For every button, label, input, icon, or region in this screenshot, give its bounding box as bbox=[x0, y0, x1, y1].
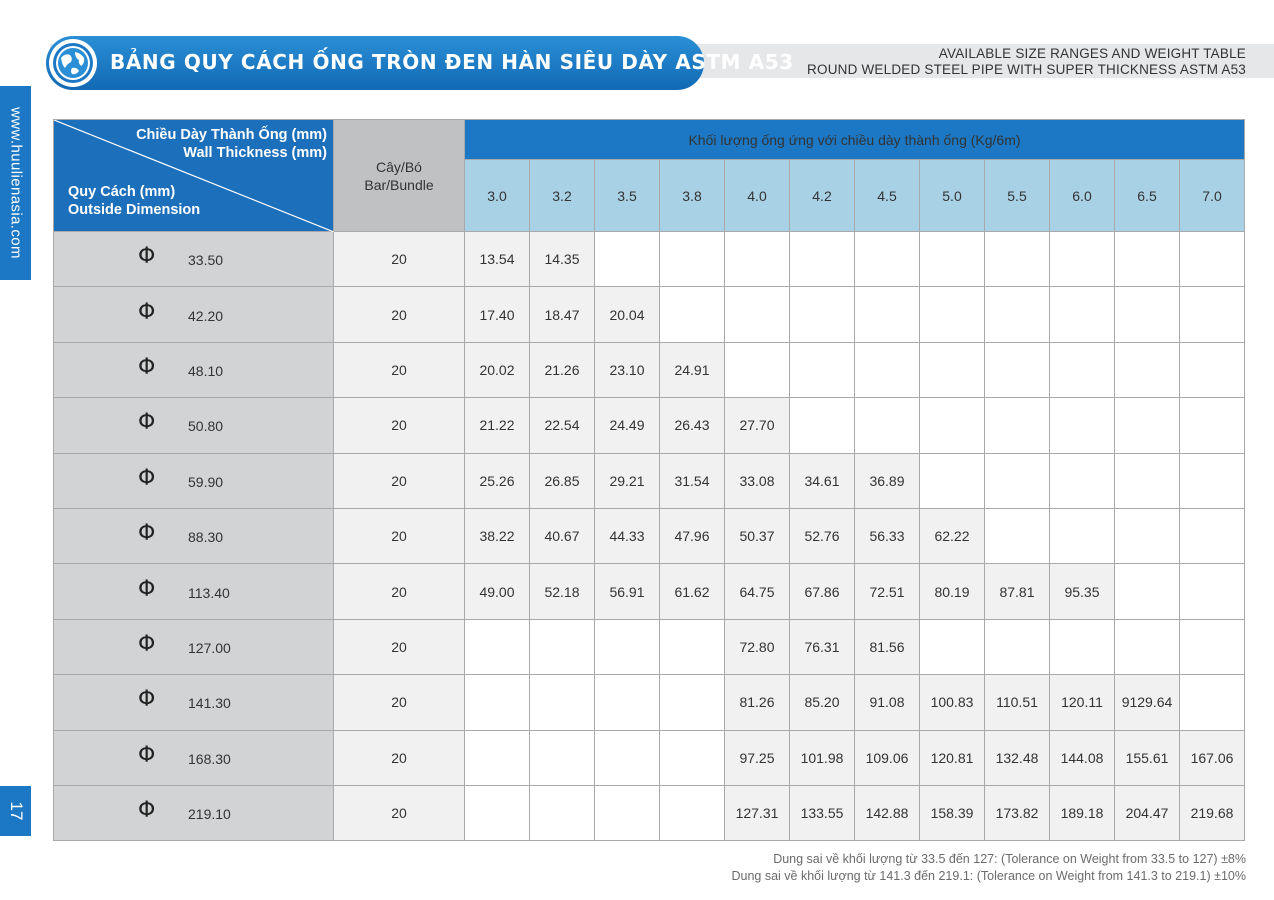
outside-dimension-cell bbox=[54, 619, 334, 674]
weight-cell: 155.61 bbox=[1115, 730, 1180, 785]
weight-cell: 189.18 bbox=[1050, 785, 1115, 840]
table-row bbox=[54, 342, 1245, 397]
weight-cell bbox=[1115, 398, 1180, 453]
weight-cell: 56.91 bbox=[595, 564, 660, 619]
weight-cell: 34.61 bbox=[790, 453, 855, 508]
weight-cell bbox=[1180, 287, 1245, 342]
weight-cell bbox=[1050, 453, 1115, 508]
weight-cell: 110.51 bbox=[985, 675, 1050, 730]
tolerance-note-2: Dung sai về khối lượng từ 141.3 đến 219.1: (Tolerance on Weight from 141.3 to 219.1) ±10% bbox=[731, 869, 1246, 883]
weight-cell: 27.70 bbox=[725, 398, 790, 453]
outside-dimension-value: 141.30 bbox=[188, 695, 231, 712]
diameter-symbol-icon: Φ bbox=[138, 631, 156, 657]
weight-cell: 81.56 bbox=[855, 619, 920, 674]
weight-cell: 50.37 bbox=[725, 508, 790, 563]
weight-cell: 40.67 bbox=[530, 508, 595, 563]
weight-cell bbox=[855, 342, 920, 397]
diameter-symbol-icon: Φ bbox=[138, 521, 156, 547]
weight-cell bbox=[985, 619, 1050, 674]
weight-cell bbox=[920, 342, 985, 397]
outside-dimension-label bbox=[68, 183, 200, 219]
weight-cell bbox=[1180, 232, 1245, 287]
bundle-cell: 20 bbox=[334, 453, 465, 508]
weight-cell bbox=[855, 398, 920, 453]
weight-cell: 158.39 bbox=[920, 785, 985, 840]
diameter-symbol-icon: Φ bbox=[138, 742, 156, 768]
diameter-symbol-icon: Φ bbox=[138, 244, 156, 270]
weight-cell: 56.33 bbox=[855, 508, 920, 563]
outside-dimension-value: 48.10 bbox=[188, 362, 224, 379]
table-row bbox=[54, 564, 1245, 619]
weight-cell: 38.22 bbox=[465, 508, 530, 563]
weight-cell: 26.85 bbox=[530, 453, 595, 508]
diameter-symbol-icon: Φ bbox=[138, 798, 156, 824]
corner-header bbox=[54, 120, 334, 232]
weight-cell bbox=[1180, 508, 1245, 563]
weight-cell bbox=[790, 342, 855, 397]
outside-dimension-label-en: Outside Dimension bbox=[68, 202, 201, 218]
weight-cell: 204.47 bbox=[1115, 785, 1180, 840]
weight-cell bbox=[660, 619, 725, 674]
weight-cell bbox=[1180, 342, 1245, 397]
outside-dimension-value: 59.90 bbox=[188, 473, 224, 490]
bundle-cell: 20 bbox=[334, 675, 465, 730]
weight-cell bbox=[985, 398, 1050, 453]
tolerance-notes bbox=[731, 851, 1246, 885]
title-banner bbox=[46, 36, 794, 90]
weight-cell bbox=[1115, 619, 1180, 674]
english-title-line-1: AVAILABLE SIZE RANGES AND WEIGHT TABLE bbox=[938, 46, 1246, 61]
weight-cell: 167.06 bbox=[1180, 730, 1245, 785]
weight-cell bbox=[1115, 564, 1180, 619]
outside-dimension-cell bbox=[54, 675, 334, 730]
bundle-cell: 20 bbox=[334, 730, 465, 785]
outside-dimension-value: 88.30 bbox=[188, 528, 224, 545]
outside-dimension-cell bbox=[54, 785, 334, 840]
weight-cell: 120.81 bbox=[920, 730, 985, 785]
bundle-header-en: Bar/Bundle bbox=[364, 176, 434, 193]
weight-cell bbox=[920, 232, 985, 287]
weight-cell bbox=[660, 730, 725, 785]
thickness-header: 6.0 bbox=[1050, 160, 1115, 232]
weight-cell bbox=[1050, 287, 1115, 342]
weight-cell: 144.08 bbox=[1050, 730, 1115, 785]
weight-cell bbox=[465, 730, 530, 785]
weight-cell: 120.11 bbox=[1050, 675, 1115, 730]
page-title: BẢNG QUY CÁCH ỐNG TRÒN ĐEN HÀN SIÊU DÀY ASTM A53 bbox=[110, 50, 794, 74]
weight-cell: 85.20 bbox=[790, 675, 855, 730]
outside-dimension-cell bbox=[54, 287, 334, 342]
weight-cell: 81.26 bbox=[725, 675, 790, 730]
website-url: www.huulienasia.com bbox=[7, 107, 24, 259]
weight-cell bbox=[1180, 398, 1245, 453]
weight-cell bbox=[985, 342, 1050, 397]
table-row bbox=[54, 287, 1245, 342]
weight-cell bbox=[1180, 453, 1245, 508]
weight-cell bbox=[1180, 619, 1245, 674]
weight-cell: 72.80 bbox=[725, 619, 790, 674]
weight-cell bbox=[790, 287, 855, 342]
outside-dimension-cell bbox=[54, 398, 334, 453]
table-row bbox=[54, 398, 1245, 453]
outside-dimension-cell bbox=[54, 564, 334, 619]
weight-cell bbox=[1115, 232, 1180, 287]
weight-cell bbox=[920, 398, 985, 453]
bundle-cell: 20 bbox=[334, 508, 465, 563]
weight-cell: 23.10 bbox=[595, 342, 660, 397]
weight-cell bbox=[595, 619, 660, 674]
globe-logo-icon bbox=[49, 39, 97, 87]
bundle-cell: 20 bbox=[334, 287, 465, 342]
table-row bbox=[54, 453, 1245, 508]
thickness-header: 4.5 bbox=[855, 160, 920, 232]
weight-cell: 47.96 bbox=[660, 508, 725, 563]
weight-cell bbox=[530, 730, 595, 785]
weight-cell: 9129.64 bbox=[1115, 675, 1180, 730]
weight-cell bbox=[465, 785, 530, 840]
weight-cell bbox=[1180, 564, 1245, 619]
weight-cell: 72.51 bbox=[855, 564, 920, 619]
thickness-header: 3.5 bbox=[595, 160, 660, 232]
weight-cell: 100.83 bbox=[920, 675, 985, 730]
weight-cell: 76.31 bbox=[790, 619, 855, 674]
weight-cell bbox=[595, 232, 660, 287]
weight-cell: 17.40 bbox=[465, 287, 530, 342]
outside-dimension-value: 127.00 bbox=[188, 639, 231, 656]
weight-cell bbox=[1180, 675, 1245, 730]
weight-cell: 61.62 bbox=[660, 564, 725, 619]
weight-cell: 20.04 bbox=[595, 287, 660, 342]
english-title bbox=[807, 46, 1246, 78]
bundle-cell: 20 bbox=[334, 342, 465, 397]
wall-thickness-label bbox=[136, 126, 327, 162]
weight-cell: 31.54 bbox=[660, 453, 725, 508]
weight-cell bbox=[595, 675, 660, 730]
page-number-tab bbox=[0, 786, 31, 836]
table-row bbox=[54, 730, 1245, 785]
outside-dimension-value: 113.40 bbox=[188, 584, 230, 601]
weight-cell bbox=[920, 619, 985, 674]
bundle-cell: 20 bbox=[334, 785, 465, 840]
weight-cell bbox=[725, 232, 790, 287]
weight-cell bbox=[1115, 342, 1180, 397]
weight-cell bbox=[1050, 508, 1115, 563]
weight-cell: 127.31 bbox=[725, 785, 790, 840]
weight-cell bbox=[660, 785, 725, 840]
bundle-cell: 20 bbox=[334, 232, 465, 287]
thickness-header: 3.2 bbox=[530, 160, 595, 232]
tolerance-note-1: Dung sai về khối lượng từ 33.5 đến 127: (Tolerance on Weight from 33.5 to 127) ±8% bbox=[773, 852, 1246, 866]
weight-cell: 142.88 bbox=[855, 785, 920, 840]
weight-cell bbox=[985, 232, 1050, 287]
english-title-line-2: ROUND WELDED STEEL PIPE WITH SUPER THICKNESS ASTM A53 bbox=[807, 62, 1246, 77]
table-row bbox=[54, 675, 1245, 730]
weight-cell: 52.76 bbox=[790, 508, 855, 563]
table-row bbox=[54, 508, 1245, 563]
weight-cell: 18.47 bbox=[530, 287, 595, 342]
bundle-header bbox=[334, 120, 465, 232]
weight-cell bbox=[660, 232, 725, 287]
weight-cell bbox=[530, 785, 595, 840]
weight-cell: 109.06 bbox=[855, 730, 920, 785]
outside-dimension-value: 42.20 bbox=[188, 307, 224, 324]
spec-table bbox=[53, 119, 1245, 841]
weight-cell bbox=[725, 287, 790, 342]
weight-cell: 173.82 bbox=[985, 785, 1050, 840]
outside-dimension-cell bbox=[54, 453, 334, 508]
weight-cell bbox=[1050, 342, 1115, 397]
weight-cell: 49.00 bbox=[465, 564, 530, 619]
outside-dimension-cell bbox=[54, 508, 334, 563]
weight-cell bbox=[985, 453, 1050, 508]
diameter-symbol-icon: Φ bbox=[138, 465, 156, 491]
weight-cell bbox=[1050, 232, 1115, 287]
weight-cell bbox=[465, 619, 530, 674]
weight-cell bbox=[595, 785, 660, 840]
outside-dimension-label-vi: Quy Cách (mm) bbox=[68, 184, 176, 200]
outside-dimension-value: 168.30 bbox=[188, 750, 231, 767]
weight-cell bbox=[725, 342, 790, 397]
weight-cell bbox=[1050, 619, 1115, 674]
outside-dimension-cell bbox=[54, 342, 334, 397]
weight-cell bbox=[1050, 398, 1115, 453]
weight-cell bbox=[985, 287, 1050, 342]
weight-cell bbox=[530, 675, 595, 730]
weight-cell bbox=[660, 287, 725, 342]
weight-cell: 21.22 bbox=[465, 398, 530, 453]
weight-cell bbox=[1115, 508, 1180, 563]
weight-cell: 26.43 bbox=[660, 398, 725, 453]
weight-cell: 132.48 bbox=[985, 730, 1050, 785]
table-row bbox=[54, 232, 1245, 287]
weight-cell: 64.75 bbox=[725, 564, 790, 619]
weight-cell: 52.18 bbox=[530, 564, 595, 619]
bundle-cell: 20 bbox=[334, 564, 465, 619]
weight-cell: 33.08 bbox=[725, 453, 790, 508]
bundle-cell: 20 bbox=[334, 398, 465, 453]
weight-cell bbox=[855, 287, 920, 342]
thickness-header: 7.0 bbox=[1180, 160, 1245, 232]
spec-table-body bbox=[54, 232, 1245, 841]
bundle-cell: 20 bbox=[334, 619, 465, 674]
weight-cell: 24.91 bbox=[660, 342, 725, 397]
weight-cell bbox=[790, 398, 855, 453]
outside-dimension-value: 33.50 bbox=[188, 251, 224, 268]
outside-dimension-cell bbox=[54, 232, 334, 287]
weight-cell: 101.98 bbox=[790, 730, 855, 785]
weight-cell bbox=[595, 730, 660, 785]
weight-cell bbox=[790, 232, 855, 287]
weight-cell: 87.81 bbox=[985, 564, 1050, 619]
thickness-header: 6.5 bbox=[1115, 160, 1180, 232]
outside-dimension-cell bbox=[54, 730, 334, 785]
wall-thickness-label-vi: Chiều Dày Thành Ống (mm) bbox=[136, 127, 327, 143]
weight-header: Khối lượng ống ứng với chiều dày thành ống (Kg/6m) bbox=[465, 120, 1245, 160]
diameter-symbol-icon: Φ bbox=[138, 410, 156, 436]
weight-cell: 29.21 bbox=[595, 453, 660, 508]
weight-cell bbox=[855, 232, 920, 287]
weight-cell: 91.08 bbox=[855, 675, 920, 730]
table-row bbox=[54, 785, 1245, 840]
weight-cell: 133.55 bbox=[790, 785, 855, 840]
wall-thickness-label-en: Wall Thickness (mm) bbox=[183, 145, 327, 161]
weight-cell: 80.19 bbox=[920, 564, 985, 619]
diameter-symbol-icon: Φ bbox=[138, 299, 156, 325]
weight-cell: 67.86 bbox=[790, 564, 855, 619]
outside-dimension-value: 50.80 bbox=[188, 418, 224, 435]
weight-cell: 25.26 bbox=[465, 453, 530, 508]
weight-cell: 36.89 bbox=[855, 453, 920, 508]
weight-cell: 219.68 bbox=[1180, 785, 1245, 840]
thickness-header: 4.2 bbox=[790, 160, 855, 232]
outside-dimension-value: 219.10 bbox=[188, 805, 231, 822]
weight-cell: 95.35 bbox=[1050, 564, 1115, 619]
weight-cell bbox=[920, 453, 985, 508]
weight-cell bbox=[1115, 453, 1180, 508]
website-side-tab bbox=[0, 86, 31, 280]
thickness-header: 3.8 bbox=[660, 160, 725, 232]
weight-cell: 62.22 bbox=[920, 508, 985, 563]
weight-cell bbox=[985, 508, 1050, 563]
weight-cell: 44.33 bbox=[595, 508, 660, 563]
weight-cell bbox=[920, 287, 985, 342]
table-row bbox=[54, 619, 1245, 674]
weight-cell bbox=[660, 675, 725, 730]
bundle-header-vi: Cây/Bó bbox=[376, 158, 422, 175]
thickness-header: 4.0 bbox=[725, 160, 790, 232]
diameter-symbol-icon: Φ bbox=[138, 687, 156, 713]
weight-cell: 97.25 bbox=[725, 730, 790, 785]
weight-cell: 24.49 bbox=[595, 398, 660, 453]
thickness-header: 5.5 bbox=[985, 160, 1050, 232]
weight-cell bbox=[465, 675, 530, 730]
weight-cell: 22.54 bbox=[530, 398, 595, 453]
weight-cell bbox=[1115, 287, 1180, 342]
diameter-symbol-icon: Φ bbox=[138, 576, 156, 602]
page-number: 17 bbox=[6, 801, 26, 821]
weight-cell: 20.02 bbox=[465, 342, 530, 397]
thickness-header: 3.0 bbox=[465, 160, 530, 232]
diameter-symbol-icon: Φ bbox=[138, 354, 156, 380]
thickness-header: 5.0 bbox=[920, 160, 985, 232]
weight-cell: 14.35 bbox=[530, 232, 595, 287]
weight-cell bbox=[530, 619, 595, 674]
weight-cell: 21.26 bbox=[530, 342, 595, 397]
weight-cell: 13.54 bbox=[465, 232, 530, 287]
